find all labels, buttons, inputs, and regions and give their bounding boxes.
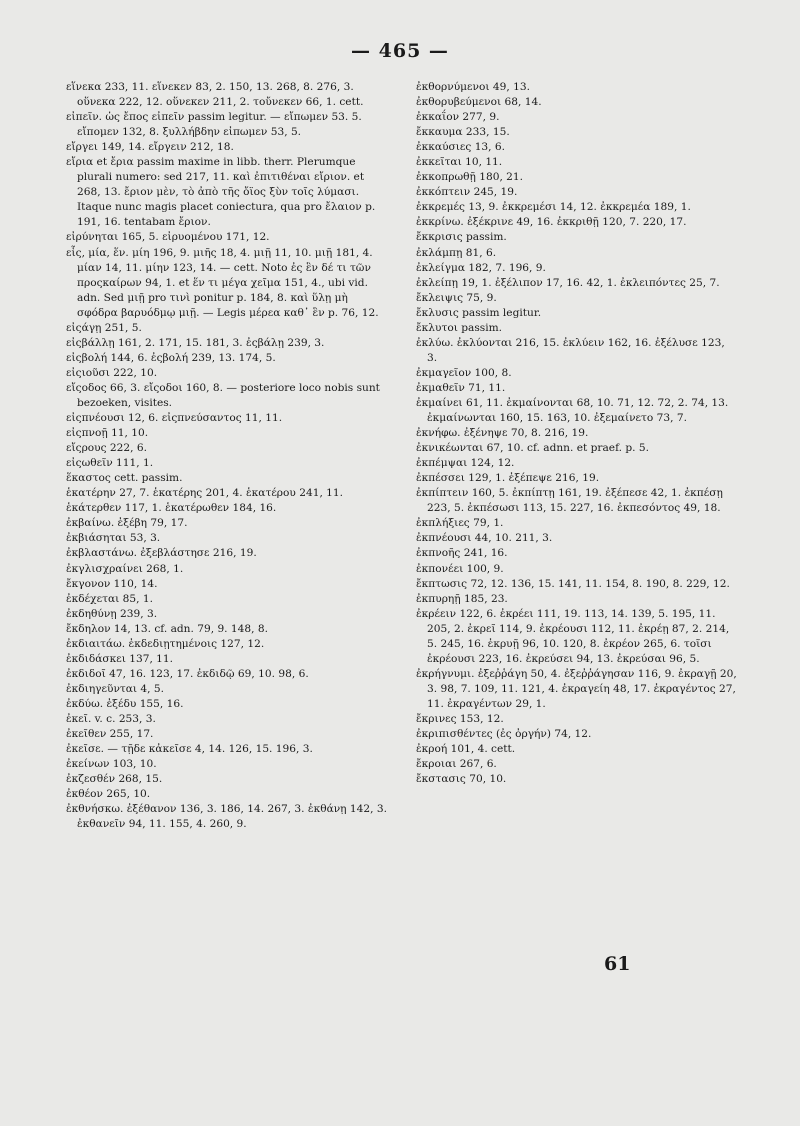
- dictionary-entry: εἰςπνέουσι 12, 6. εἰςπνεύσαντος 11, 11.: [66, 412, 283, 425]
- dictionary-entry: ἐκνικέωνται 67, 10. cf. adnn. et praef. p. 5.: [416, 442, 649, 455]
- dictionary-entry: ἐκβιάσηται 53, 3.: [66, 532, 161, 545]
- dictionary-entry: ἐκδιδοῖ 47, 16. 123, 17. ἐκδιδῷ 69, 10. 98, 6.: [66, 667, 309, 680]
- dictionary-entry: ἐκκοπρωθῇ 180, 21.: [416, 171, 524, 184]
- dictionary-entry: ἐκβαίνω. ἐξέβη 79, 17.: [66, 517, 188, 530]
- dictionary-entry: ἐκκαΐον 277, 9.: [416, 111, 500, 124]
- dictionary-entry: ἔκκρισις passim.: [416, 231, 507, 244]
- dictionary-entry: ἐκλάμπῃ 81, 6.: [416, 246, 497, 259]
- right-column: [416, 80, 738, 787]
- dictionary-entry: εἵνεκα 233, 11. εἵνεκεν 83, 2. 150, 13. 268, 8. 276, 3. οὕνεκα 222, 12. οὕνεκεν 211, 2. τοὔνεκεν 66, 1. cett.: [66, 81, 364, 109]
- dictionary-entry: ἐκγλισχραίνει 268, 1.: [66, 562, 184, 575]
- dictionary-entry: ἐκβλαστάνω. ἐξεβλάστησε 216, 19.: [66, 547, 257, 560]
- dictionary-entry: ἐκπνέουσι 44, 10. 211, 3.: [416, 532, 553, 545]
- dictionary-entry: ἐκεῖσε. — τῇδε κἀκεῖσε 4, 14. 126, 15. 196, 3.: [66, 743, 313, 756]
- dictionary-entry: εἷς, μία, ἕν. μίη 196, 9. μιῆς 18, 4. μιῇ 11, 10. μιῇ 181, 4. μίαν 14, 11. μίην 123, 14. — cett. Noto ἐς ἓν δέ τι τῶν προςκαίρων 94, 1. et ἕν τι μέγα χεῖμα 151, 4., ubi vid. adn. Sed μιῇ pro τινὶ ponitur p. 184, 8. καὶ ὕλῃ μὴ σφόδρα βαρυόδμῳ μιῇ. — Legis μέρεα καθ᾽ ἓν p. 76, 12.: [66, 246, 379, 319]
- dictionary-entry: εἰςιοῦσι 222, 10.: [66, 366, 158, 379]
- dictionary-entry: ἑκάτερθεν 117, 1. ἑκατέρωθεν 184, 16.: [66, 502, 277, 515]
- dictionary-entry: ἐκμαγεῖον 100, 8.: [416, 366, 512, 379]
- dictionary-entry: ἐκδέχεται 85, 1.: [66, 592, 153, 605]
- page-number: — 465 —: [351, 40, 449, 62]
- dictionary-entry: ἐκπνοῆς 241, 16.: [416, 547, 508, 560]
- dictionary-entry: εἴςοδος 66, 3. εἴςοδοι 160, 8. — posteriore loco nobis sunt bezoeken, visites.: [66, 381, 380, 409]
- dictionary-entry: εἰςβολή 144, 6. ἐςβολή 239, 13. 174, 5.: [66, 351, 276, 364]
- dictionary-entry: ἐκεῖ. v. c. 253, 3.: [66, 712, 156, 725]
- dictionary-entry: ἐκλείγμα 182, 7. 196, 9.: [416, 261, 546, 274]
- dictionary-entry: ἐκζεσθέν 268, 15.: [66, 773, 163, 786]
- dictionary-entry: ἐκκρίνω. ἐξέκρινε 49, 16. ἐκκριθῇ 120, 7. 220, 17.: [416, 216, 687, 229]
- dictionary-entry: εἰςπνοῇ 11, 10.: [66, 427, 149, 440]
- dictionary-entry: ἔκδηλον 14, 13. cf. adn. 79, 9. 148, 8.: [66, 622, 268, 635]
- dictionary-entry: ἐκθορνύμενοι 49, 13.: [416, 81, 530, 93]
- dictionary-entry: ἔκροιαι 267, 6.: [416, 758, 497, 771]
- dictionary-entry: ἐκκόπτειν 245, 19.: [416, 186, 518, 199]
- dictionary-entry: ἐκμαίνει 61, 11. ἐκμαίνονται 68, 10. 71, 12. 72, 2. 74, 13. ἐκμαίνωνται 160, 15. 163, 10. ἐξεμαίνετο 73, 7.: [416, 396, 729, 425]
- dictionary-entry: ἔκστασις 70, 10.: [416, 773, 507, 786]
- dictionary-entry: ἐκδιαιτάω. ἐκδεδιῃτημένοις 127, 12.: [66, 637, 265, 650]
- dictionary-entry: ἐκπλήξιες 79, 1.: [416, 517, 504, 530]
- dictionary-entry: ἐκριπισθέντες (ἐς ὀργήν) 74, 12.: [416, 728, 592, 741]
- dictionary-entry: ἔκγονον 110, 14.: [66, 577, 158, 590]
- dictionary-entry: εἰςάγῃ 251, 5.: [66, 321, 142, 334]
- dictionary-entry: εἴρια et ἔρια passim maxime in libb. therr. Plerumque plurali numero: sed 217, 11. καὶ ἐπιτιθέναι εἴριον. et 268, 13. ἔριον μὲν, τὸ ἀπὸ τῆς ὄϊος ξὺν τοῖς λύμασι. Itaque nunc magis placet coniectura, qua pro ἔλαιον p. 191, 16. tentabam ἔριον.: [66, 156, 376, 229]
- dictionary-entry: εἴργει 149, 14. εἴργειν 212, 18.: [66, 141, 234, 154]
- dictionary-entry: ἐκπέσσει 129, 1. ἐξέπεψε 216, 19.: [416, 472, 600, 485]
- dictionary-entry: ἐκλύω. ἐκλύονται 216, 15. ἐκλύειν 162, 16. ἐξέλυσε 123, 3.: [416, 336, 725, 364]
- dictionary-entry: ἐκρήγνυμι. ἐξεῤῥάγη 50, 4. ἐξεῤῥάγησαν 116, 9. ἐκραγῇ 20, 3. 98, 7. 109, 11. 121, 4. ἐκραγείη 48, 17. ἐκραγέντος 27, 11. ἐκραγέντων 29, 1.: [416, 667, 737, 710]
- dictionary-entry: ἐκκαύσιες 13, 6.: [416, 141, 506, 154]
- dictionary-entry: εἰςωθεῖν 111, 1.: [66, 457, 154, 470]
- dictionary-entry: ἐκθέον 265, 10.: [66, 788, 151, 801]
- dictionary-entry: ἐκδύω. ἐξέδυ 155, 16.: [66, 697, 184, 710]
- dictionary-entry: ἐκπονέει 100, 9.: [416, 562, 504, 575]
- dictionary-entry: ἔκκαυμα 233, 15.: [416, 126, 510, 139]
- dictionary-entry: ἐκπίπτειν 160, 5. ἐκπίπτῃ 161, 19. ἐξέπεσε 42, 1. ἐκπέσῃ 223, 5. ἐκπέσωσι 113, 15. 227, 16. ἐκπεσόντος 49, 18.: [416, 487, 723, 515]
- dictionary-entry: ἐκδιδάσκει 137, 11.: [66, 652, 174, 665]
- left-column: [66, 80, 388, 832]
- dictionary-entry: εἰπεῖν. ὡς ἔπος εἰπεῖν passim legitur. — εἴπωμεν 53. 5. εἴπομεν 132, 8. ξυλλήβδην εἰπωμεν 53, 5.: [66, 111, 362, 139]
- dictionary-entry: ἔκρινες 153, 12.: [416, 712, 504, 725]
- dictionary-entry: ἐκδιηγεῦνται 4, 5.: [66, 682, 165, 695]
- dictionary-entry: ἐκμαθεῖν 71, 11.: [416, 381, 506, 394]
- dictionary-entry: ἐκκρεμές 13, 9. ἐκκρεμέσι 14, 12. ἐκκρεμέα 189, 1.: [416, 201, 691, 214]
- dictionary-entry: ἐκροή 101, 4. cett.: [416, 743, 516, 756]
- dictionary-entry: ἐκθορυβεύμενοι 68, 14.: [416, 96, 542, 109]
- dictionary-entry: ἔκλυσις passim legitur.: [416, 306, 542, 319]
- dictionary-entry: ἐκδηθύνῃ 239, 3.: [66, 607, 158, 620]
- dictionary-entry: ἔκλειψις 75, 9.: [416, 291, 497, 304]
- dictionary-entry: εἴςρους 222, 6.: [66, 442, 147, 455]
- dictionary-entry: ἐκλείπῃ 19, 1. ἐξέλιπον 17, 16. 42, 1. ἐκλειπόντες 25, 7.: [416, 276, 720, 289]
- dictionary-entry: εἰςβάλλῃ 161, 2. 171, 15. 181, 3. ἐςβάλῃ 239, 3.: [66, 336, 325, 349]
- dictionary-entry: ἐκεῖθεν 255, 17.: [66, 728, 154, 741]
- dictionary-entry: ἐκρέειν 122, 6. ἐκρέει 111, 19. 113, 14. 139, 5. 195, 11. 205, 2. ἐκρεῖ 114, 9. ἐκρέουσι 112, 11. ἐκρέῃ 87, 2. 214, 5. 245, 16. ἐκρυῇ 96, 10. 120, 8. ἐκρέον 265, 6. τοῖσι ἐκρέουσι 223, 16. ἐκρεύσει 94, 13. ἐκρεύσαι 96, 5.: [416, 607, 730, 665]
- dictionary-entry: ἐκκεῖται 10, 11.: [416, 156, 503, 169]
- dictionary-entry: ἕκαστος cett. passim.: [66, 472, 183, 485]
- dictionary-entry: ἐκπέμψαι 124, 12.: [416, 457, 515, 470]
- signature-mark: 61: [604, 953, 631, 975]
- dictionary-entry: ἔκλυτοι passim.: [416, 321, 502, 334]
- dictionary-entry: ἐκείνων 103, 10.: [66, 758, 157, 771]
- dictionary-entry: εἰρύνηται 165, 5. εἰρυομένου 171, 12.: [66, 231, 270, 244]
- dictionary-entry: ἔκπτωσις 72, 12. 136, 15. 141, 11. 154, 8. 190, 8. 229, 12.: [416, 577, 730, 590]
- dictionary-entry: ἑκατέρην 27, 7. ἑκατέρης 201, 4. ἑκατέρου 241, 11.: [66, 487, 344, 500]
- dictionary-entry: ἐκπυρηῇ 185, 23.: [416, 592, 508, 605]
- dictionary-entry: ἐκθνήσκω. ἐξέθανον 136, 3. 186, 14. 267, 3. ἐκθάνῃ 142, 3. ἐκθανεῖν 94, 11. 155, 4. 260, 9.: [66, 803, 387, 831]
- dictionary-entry: ἐκνήφω. ἐξένηψε 70, 8. 216, 19.: [416, 427, 589, 440]
